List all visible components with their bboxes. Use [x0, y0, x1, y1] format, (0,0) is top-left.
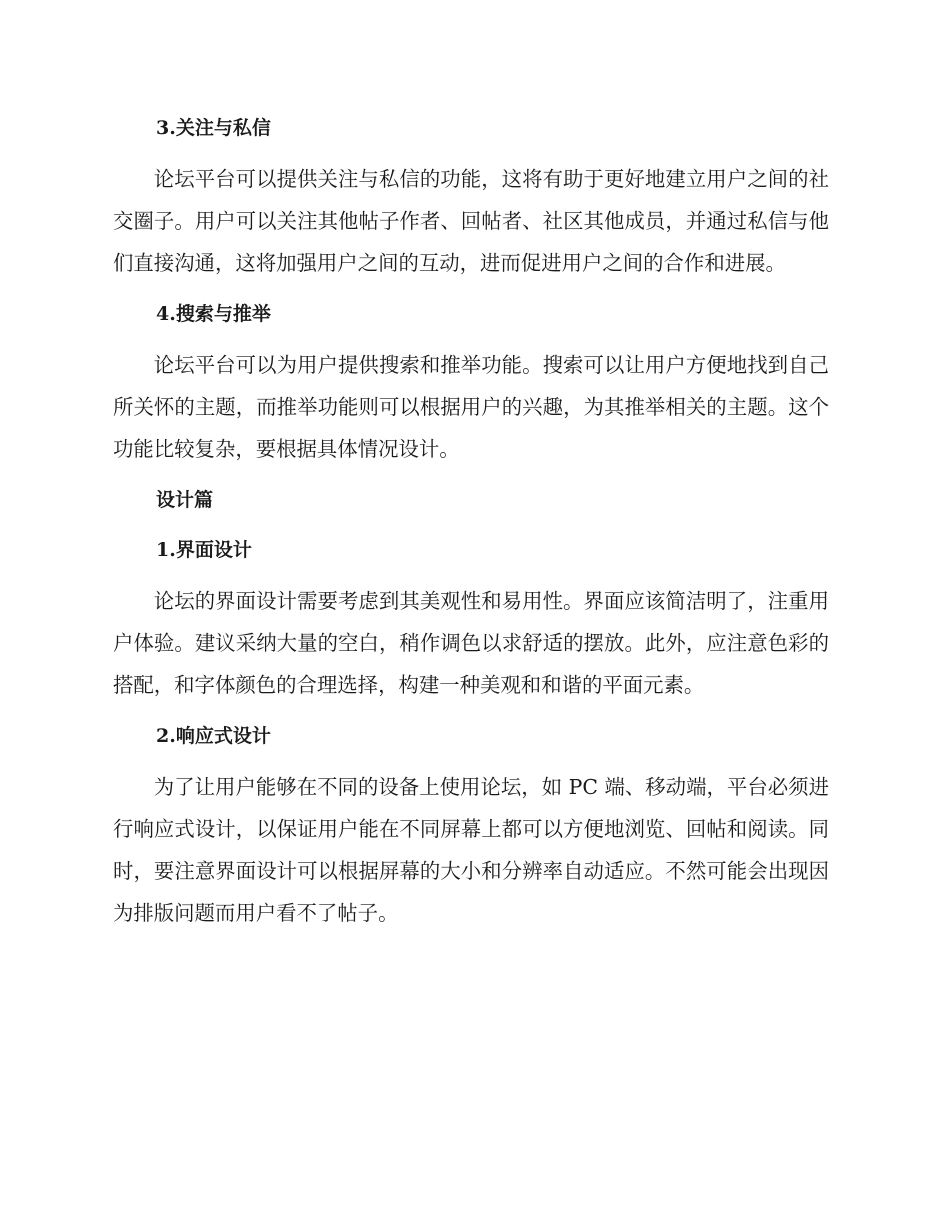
section-paragraph-search-recommend: 论坛平台可以为用户提供搜索和推举功能。搜索可以让用户方便地找到自己所关怀的主题，而推举功能则可以根据用户的兴趣，为其推举相关的主题。这个功能比较复杂，要根据具体情况设计。 — [113, 353, 829, 461]
section-heading-responsive-design: 2.响应式设计 — [156, 725, 271, 747]
section-heading-search-recommend: 4.搜索与推举 — [156, 303, 271, 325]
section-paragraph-follow-message: 论坛平台可以提供关注与私信的功能，这将有助于更好地建立用户之间的社交圈子。用户可以关注其他帖子作者、回帖者、社区其他成员，并通过私信与他们直接沟通，这将加强用户之间的互动，进而促进用户之间的合作和进展。 — [113, 167, 829, 275]
section-paragraph-interface-design: 论坛的界面设计需要考虑到其美观性和易用性。界面应该简洁明了，注重用户体验。建议采纳大量的空白，稍作调色以求舒适的摆放。此外，应注意色彩的搭配，和字体颜色的合理选择，构建一种美观和和谐的平面元素。 — [113, 589, 829, 697]
section-paragraph-responsive-design: 为了让用户能够在不同的设备上使用论坛，如 PC 端、移动端，平台必须进行响应式设计，以保证用户能在不同屏幕上都可以方便地浏览、回帖和阅读。同时，要注意界面设计可以根据屏幕的大小和分辨率自动适应。不然可能会出现因为排版问题而用户看不了帖子。 — [113, 775, 829, 925]
section-heading-interface-design: 1.界面设计 — [156, 539, 252, 561]
section-heading-follow-message: 3.关注与私信 — [156, 117, 271, 139]
chapter-heading-design: 设计篇 — [156, 489, 214, 511]
document-body — [113, 108, 829, 934]
